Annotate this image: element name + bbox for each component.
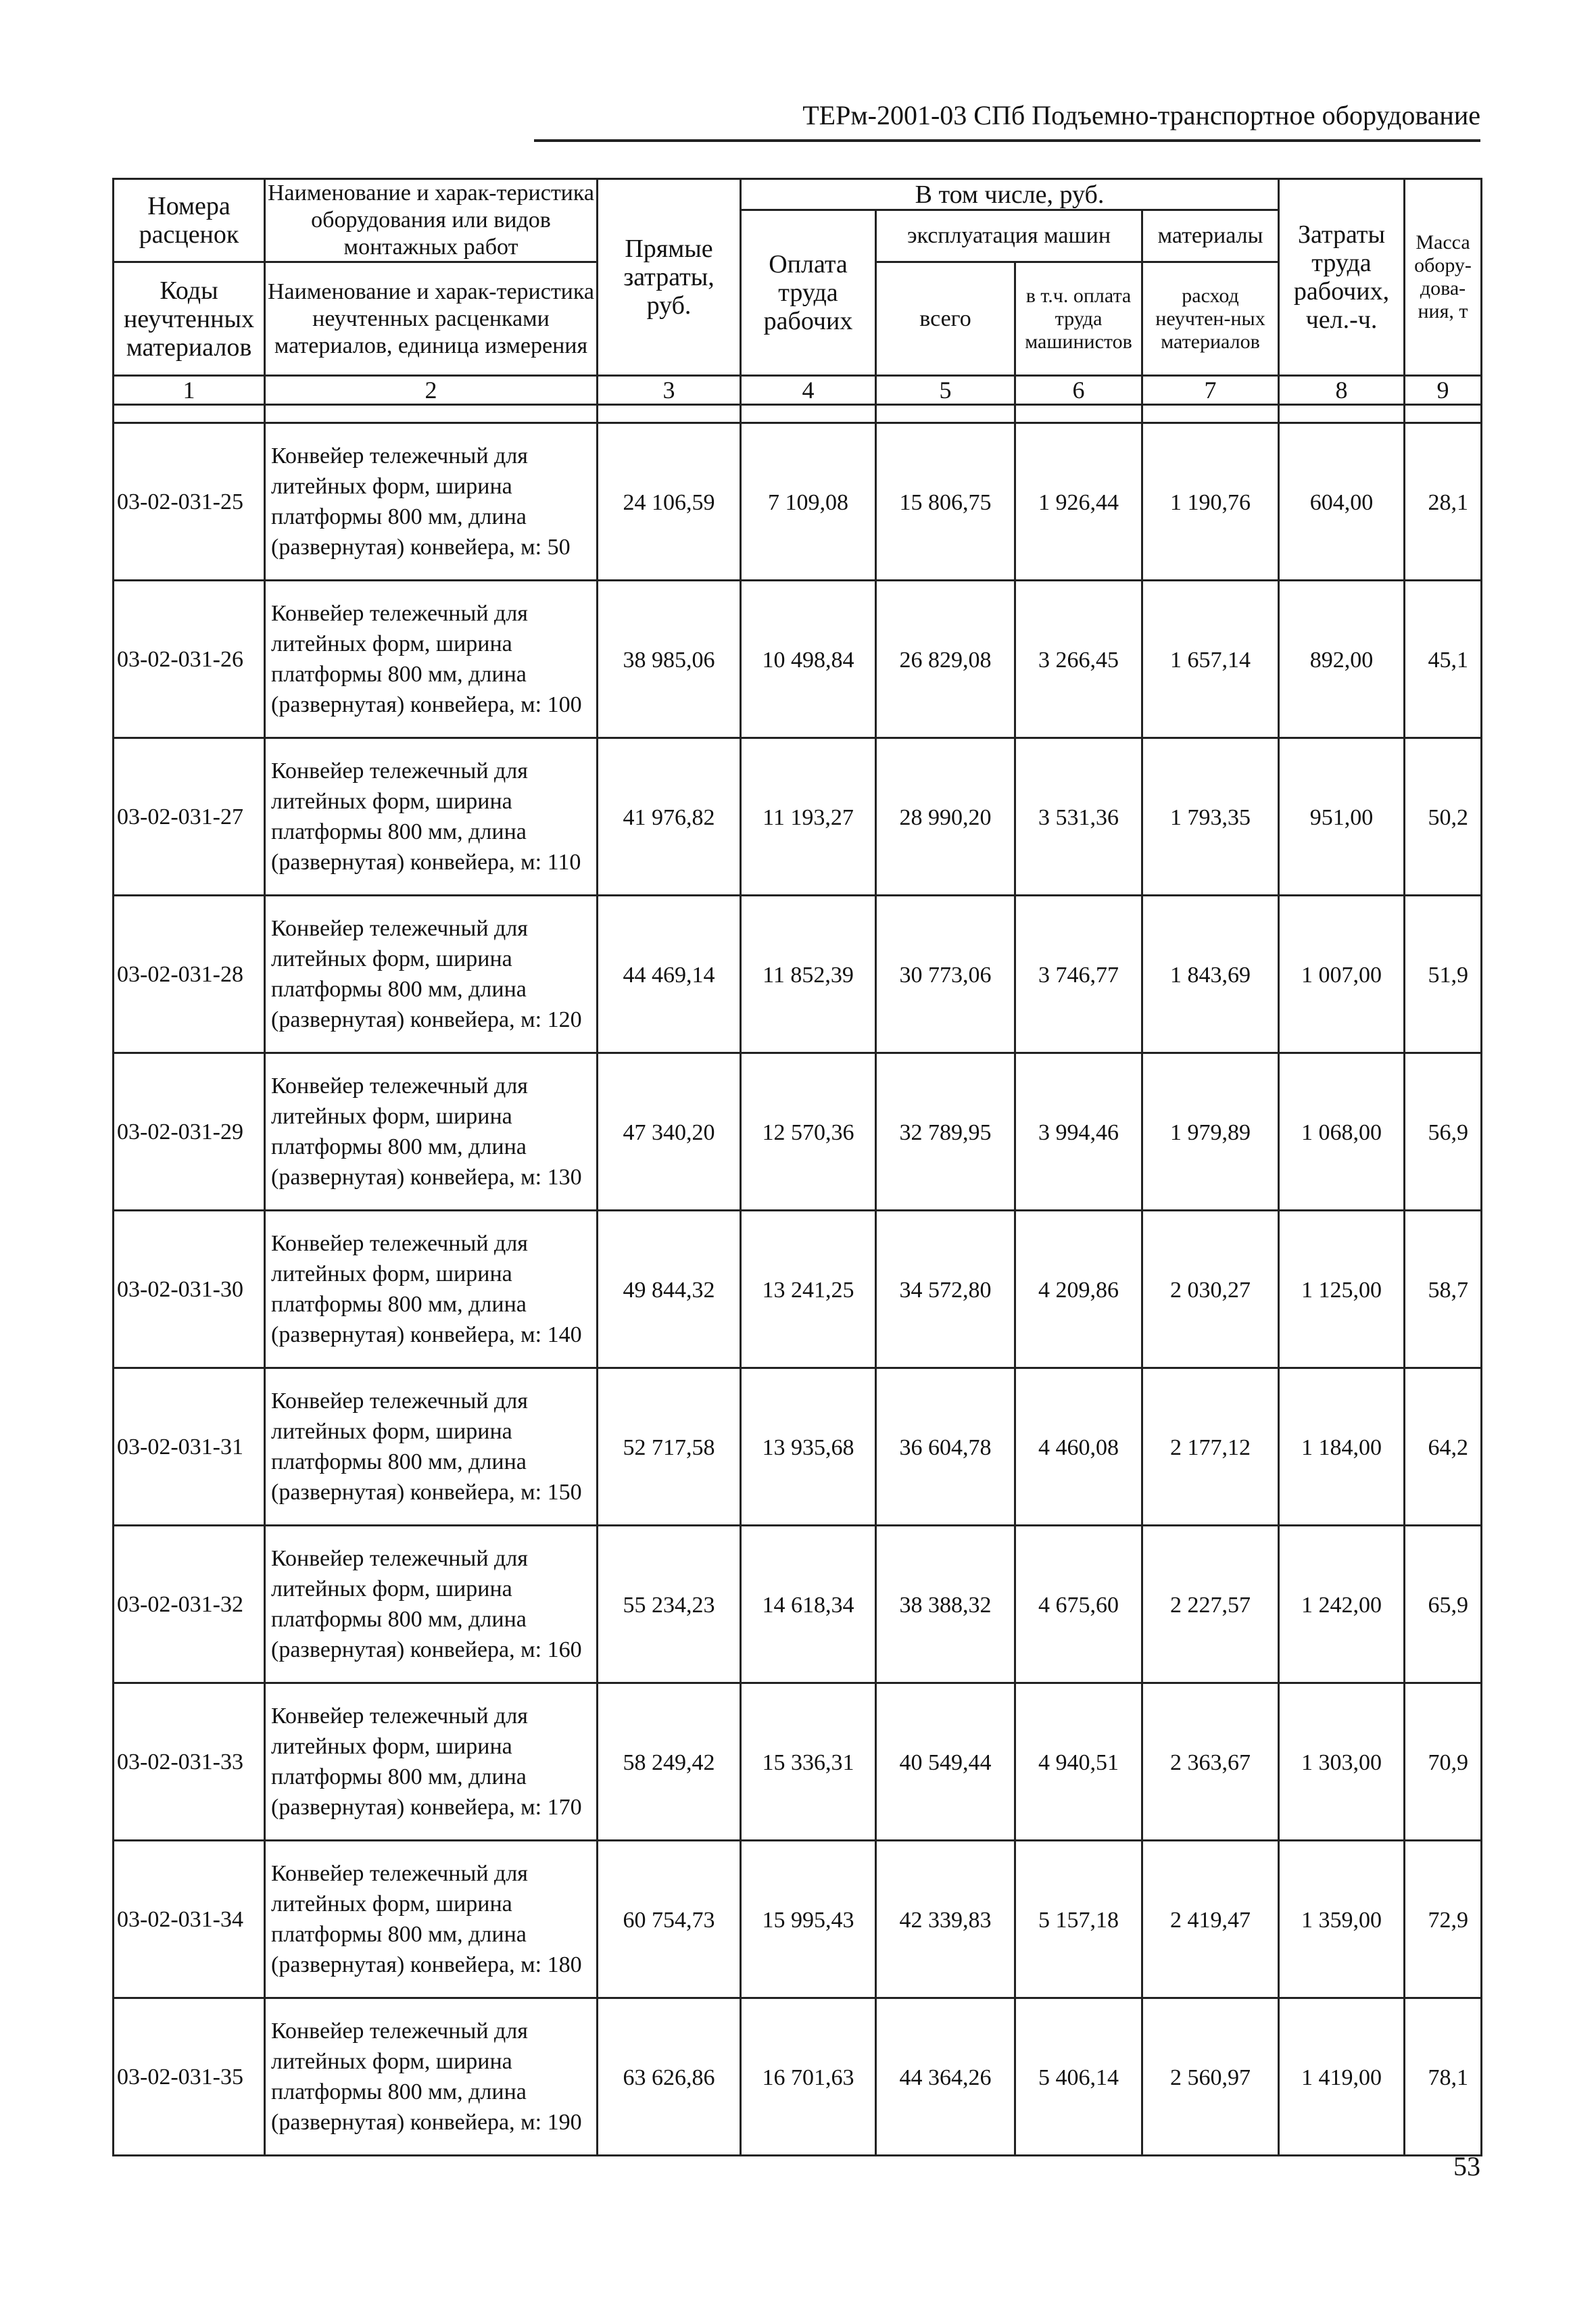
header-work-name: Наименование и харак-теристика оборудования или видов монтажных работ bbox=[265, 179, 598, 262]
labor-pay: 10 498,84 bbox=[741, 581, 876, 738]
rate-code: 03-02-031-28 bbox=[114, 896, 265, 1053]
column-number: 8 bbox=[1279, 376, 1405, 405]
table-row bbox=[114, 896, 1482, 1053]
column-number: 4 bbox=[741, 376, 876, 405]
unaccounted-materials: 2 363,67 bbox=[1142, 1683, 1279, 1841]
machinist-pay: 5 157,18 bbox=[1015, 1841, 1142, 1998]
machinist-pay: 5 406,14 bbox=[1015, 1998, 1142, 2156]
header-rate-numbers: Номера расценок bbox=[114, 179, 265, 262]
machines-total: 32 789,95 bbox=[876, 1053, 1015, 1211]
labor-pay: 13 935,68 bbox=[741, 1368, 876, 1526]
column-number: 3 bbox=[598, 376, 741, 405]
rate-name: Конвейер тележечный для литейных форм, ширина платформы 800 мм, длина (развернутая) конвейера, м: 110 bbox=[265, 738, 598, 896]
rate-name: Конвейер тележечный для литейных форм, ширина платформы 800 мм, длина (развернутая) конвейера, м: 160 bbox=[265, 1526, 598, 1683]
rate-name: Конвейер тележечный для литейных форм, ширина платформы 800 мм, длина (развернутая) конвейера, м: 100 bbox=[265, 581, 598, 738]
direct-costs: 63 626,86 bbox=[598, 1998, 741, 2156]
labor-hours: 1 303,00 bbox=[1279, 1683, 1405, 1841]
header-labor-hours: Затраты труда рабочих, чел.-ч. bbox=[1279, 179, 1405, 376]
equipment-mass: 50,2 bbox=[1405, 738, 1482, 896]
labor-hours: 1 419,00 bbox=[1279, 1998, 1405, 2156]
rate-name: Конвейер тележечный для литейных форм, ширина платформы 800 мм, длина (развернутая) конвейера, м: 180 bbox=[265, 1841, 598, 1998]
rate-name: Конвейер тележечный для литейных форм, ширина платформы 800 мм, длина (развернутая) конвейера, м: 130 bbox=[265, 1053, 598, 1211]
machines-total: 44 364,26 bbox=[876, 1998, 1015, 2156]
labor-pay: 13 241,25 bbox=[741, 1211, 876, 1368]
equipment-mass: 51,9 bbox=[1405, 896, 1482, 1053]
labor-hours: 1 125,00 bbox=[1279, 1211, 1405, 1368]
machines-total: 15 806,75 bbox=[876, 423, 1015, 581]
machinist-pay: 1 926,44 bbox=[1015, 423, 1142, 581]
machinist-pay: 4 209,86 bbox=[1015, 1211, 1142, 1368]
rate-name: Конвейер тележечный для литейных форм, ширина платформы 800 мм, длина (развернутая) конвейера, м: 150 bbox=[265, 1368, 598, 1526]
rate-code: 03-02-031-30 bbox=[114, 1211, 265, 1368]
table-row bbox=[114, 423, 1482, 581]
machinist-pay: 3 531,36 bbox=[1015, 738, 1142, 896]
machines-total: 26 829,08 bbox=[876, 581, 1015, 738]
table-row bbox=[114, 738, 1482, 896]
equipment-mass: 70,9 bbox=[1405, 1683, 1482, 1841]
rate-name: Конвейер тележечный для литейных форм, ширина платформы 800 мм, длина (развернутая) конвейера, м: 140 bbox=[265, 1211, 598, 1368]
machinist-pay: 4 675,60 bbox=[1015, 1526, 1142, 1683]
labor-pay: 16 701,63 bbox=[741, 1998, 876, 2156]
labor-hours: 1 184,00 bbox=[1279, 1368, 1405, 1526]
rate-code: 03-02-031-27 bbox=[114, 738, 265, 896]
equipment-mass: 65,9 bbox=[1405, 1526, 1482, 1683]
machines-total: 38 388,32 bbox=[876, 1526, 1015, 1683]
equipment-mass: 45,1 bbox=[1405, 581, 1482, 738]
rate-name: Конвейер тележечный для литейных форм, ширина платформы 800 мм, длина (развернутая) конвейера, м: 50 bbox=[265, 423, 598, 581]
unaccounted-materials: 1 190,76 bbox=[1142, 423, 1279, 581]
rate-name: Конвейер тележечный для литейных форм, ширина платформы 800 мм, длина (развернутая) конвейера, м: 190 bbox=[265, 1998, 598, 2156]
labor-hours: 1 068,00 bbox=[1279, 1053, 1405, 1211]
machinist-pay: 4 460,08 bbox=[1015, 1368, 1142, 1526]
rate-code: 03-02-031-35 bbox=[114, 1998, 265, 2156]
table-row bbox=[114, 1683, 1482, 1841]
direct-costs: 24 106,59 bbox=[598, 423, 741, 581]
table-row bbox=[114, 1053, 1482, 1211]
rate-code: 03-02-031-26 bbox=[114, 581, 265, 738]
direct-costs: 44 469,14 bbox=[598, 896, 741, 1053]
table-row bbox=[114, 1526, 1482, 1683]
machines-total: 34 572,80 bbox=[876, 1211, 1015, 1368]
column-number: 7 bbox=[1142, 376, 1279, 405]
header-equipment-mass: Масса обору-дова-ния, т bbox=[1405, 179, 1482, 376]
labor-hours: 1 359,00 bbox=[1279, 1841, 1405, 1998]
table-row bbox=[114, 1211, 1482, 1368]
machines-total: 30 773,06 bbox=[876, 896, 1015, 1053]
header-machinist-pay: в т.ч. оплата труда машинистов bbox=[1015, 262, 1142, 376]
unaccounted-materials: 2 419,47 bbox=[1142, 1841, 1279, 1998]
page-number: 53 bbox=[1453, 2151, 1480, 2181]
unaccounted-materials: 2 560,97 bbox=[1142, 1998, 1279, 2156]
machinist-pay: 4 940,51 bbox=[1015, 1683, 1142, 1841]
column-number: 9 bbox=[1405, 376, 1482, 405]
machinist-pay: 3 266,45 bbox=[1015, 581, 1142, 738]
header-labor-pay: Оплата труда рабочих bbox=[741, 210, 876, 376]
unaccounted-materials: 1 979,89 bbox=[1142, 1053, 1279, 1211]
unaccounted-materials: 1 657,14 bbox=[1142, 581, 1279, 738]
direct-costs: 52 717,58 bbox=[598, 1368, 741, 1526]
header-material-codes: Коды неучтенных материалов bbox=[114, 262, 265, 376]
rate-code: 03-02-031-33 bbox=[114, 1683, 265, 1841]
header-machines-total: всего bbox=[876, 262, 1015, 376]
labor-pay: 15 336,31 bbox=[741, 1683, 876, 1841]
machinist-pay: 3 746,77 bbox=[1015, 896, 1142, 1053]
header-direct-costs: Прямые затраты, руб. bbox=[598, 179, 741, 376]
machinist-pay: 3 994,46 bbox=[1015, 1053, 1142, 1211]
unaccounted-materials: 1 843,69 bbox=[1142, 896, 1279, 1053]
direct-costs: 47 340,20 bbox=[598, 1053, 741, 1211]
rate-name: Конвейер тележечный для литейных форм, ширина платформы 800 мм, длина (развернутая) конвейера, м: 170 bbox=[265, 1683, 598, 1841]
unaccounted-materials: 1 793,35 bbox=[1142, 738, 1279, 896]
spacer-row bbox=[114, 405, 1482, 423]
equipment-mass: 64,2 bbox=[1405, 1368, 1482, 1526]
column-number: 6 bbox=[1015, 376, 1142, 405]
rates-table bbox=[112, 178, 1482, 2156]
column-number-row bbox=[114, 376, 1482, 405]
header-materials-group: материалы bbox=[1142, 210, 1279, 262]
labor-hours: 1 242,00 bbox=[1279, 1526, 1405, 1683]
machines-total: 42 339,83 bbox=[876, 1841, 1015, 1998]
machines-total: 28 990,20 bbox=[876, 738, 1015, 896]
equipment-mass: 72,9 bbox=[1405, 1841, 1482, 1998]
direct-costs: 55 234,23 bbox=[598, 1526, 741, 1683]
rate-code: 03-02-031-31 bbox=[114, 1368, 265, 1526]
table-row bbox=[114, 1998, 1482, 2156]
labor-pay: 12 570,36 bbox=[741, 1053, 876, 1211]
direct-costs: 41 976,82 bbox=[598, 738, 741, 896]
equipment-mass: 28,1 bbox=[1405, 423, 1482, 581]
unaccounted-materials: 2 177,12 bbox=[1142, 1368, 1279, 1526]
page-header-title: ТЕРм-2001-03 СПб Подъемно-транспортное оборудование bbox=[802, 100, 1480, 130]
column-number: 1 bbox=[114, 376, 265, 405]
labor-pay: 7 109,08 bbox=[741, 423, 876, 581]
labor-hours: 604,00 bbox=[1279, 423, 1405, 581]
table-row bbox=[114, 1841, 1482, 1998]
header-unaccounted-materials: расход неучтен-ных материалов bbox=[1142, 262, 1279, 376]
machines-total: 36 604,78 bbox=[876, 1368, 1015, 1526]
table-row bbox=[114, 581, 1482, 738]
machines-total: 40 549,44 bbox=[876, 1683, 1015, 1841]
direct-costs: 49 844,32 bbox=[598, 1211, 741, 1368]
table-row bbox=[114, 1368, 1482, 1526]
rate-code: 03-02-031-34 bbox=[114, 1841, 265, 1998]
labor-pay: 11 193,27 bbox=[741, 738, 876, 896]
labor-pay: 11 852,39 bbox=[741, 896, 876, 1053]
rate-name: Конвейер тележечный для литейных форм, ширина платформы 800 мм, длина (развернутая) конвейера, м: 120 bbox=[265, 896, 598, 1053]
direct-costs: 60 754,73 bbox=[598, 1841, 741, 1998]
direct-costs: 58 249,42 bbox=[598, 1683, 741, 1841]
labor-hours: 892,00 bbox=[1279, 581, 1405, 738]
header-including-group: В том числе, руб. bbox=[741, 179, 1279, 210]
table-header bbox=[114, 179, 1482, 376]
unaccounted-materials: 2 227,57 bbox=[1142, 1526, 1279, 1683]
direct-costs: 38 985,06 bbox=[598, 581, 741, 738]
labor-pay: 14 618,34 bbox=[741, 1526, 876, 1683]
equipment-mass: 58,7 bbox=[1405, 1211, 1482, 1368]
rate-code: 03-02-031-25 bbox=[114, 423, 265, 581]
header-rule bbox=[534, 139, 1480, 142]
table-body bbox=[114, 376, 1482, 423]
rate-code: 03-02-031-29 bbox=[114, 1053, 265, 1211]
equipment-mass: 56,9 bbox=[1405, 1053, 1482, 1211]
labor-pay: 15 995,43 bbox=[741, 1841, 876, 1998]
rate-rows bbox=[114, 423, 1482, 2156]
column-number: 5 bbox=[876, 376, 1015, 405]
unaccounted-materials: 2 030,27 bbox=[1142, 1211, 1279, 1368]
rate-code: 03-02-031-32 bbox=[114, 1526, 265, 1683]
labor-hours: 951,00 bbox=[1279, 738, 1405, 896]
labor-hours: 1 007,00 bbox=[1279, 896, 1405, 1053]
equipment-mass: 78,1 bbox=[1405, 1998, 1482, 2156]
header-material-name: Наименование и харак-теристика неучтенных расценками материалов, единица измерения bbox=[265, 262, 598, 376]
header-machines-group: эксплуатация машин bbox=[876, 210, 1142, 262]
column-number: 2 bbox=[265, 376, 598, 405]
